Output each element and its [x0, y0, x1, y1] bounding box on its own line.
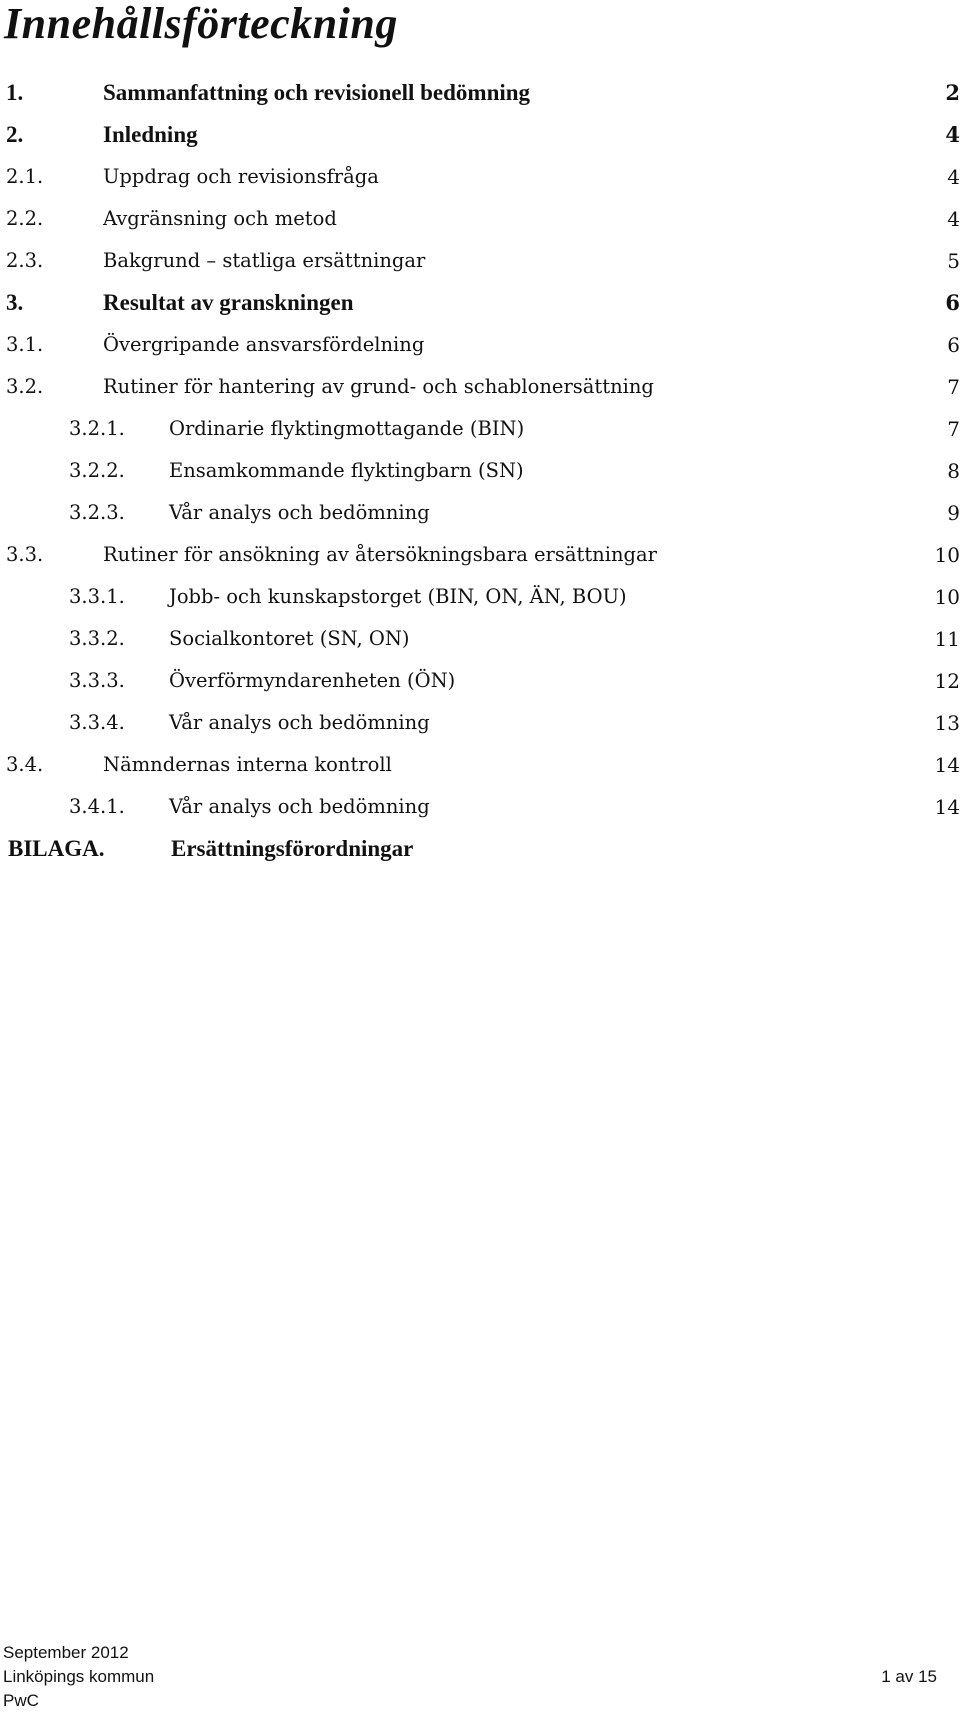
toc-entry[interactable]	[0, 576, 960, 618]
toc-entry-number: 3.4.1.	[69, 795, 125, 818]
toc-entry-title[interactable]: Uppdrag och revisionsfråga	[103, 165, 379, 188]
toc-entry-page: 9	[947, 501, 960, 525]
toc-entry[interactable]	[0, 534, 960, 576]
footer-organization: Linköpings kommun	[3, 1667, 155, 1686]
toc-entry-page: 14	[934, 795, 960, 819]
footer-page-indicator: 1 av 15	[881, 1667, 937, 1686]
toc-entry-number: 3.4.	[6, 753, 44, 776]
toc-entry-page: 13	[934, 711, 960, 735]
toc-entry-number: 2.	[6, 122, 24, 147]
toc-entry-title[interactable]: Rutiner för hantering av grund- och schablonersättning	[103, 375, 654, 398]
toc-entry-number: 3.2.2.	[69, 459, 125, 482]
toc-entry-page: 14	[934, 753, 960, 777]
toc-entry-number: 3.3.3.	[69, 669, 125, 692]
toc-entry[interactable]	[0, 618, 960, 660]
toc-entry-title[interactable]: Ordinarie flyktingmottagande (BIN)	[169, 417, 525, 440]
toc-entry[interactable]	[0, 240, 960, 282]
table-of-contents	[0, 72, 960, 870]
footer-company: PwC	[3, 1691, 39, 1710]
toc-entry-number: 3.	[6, 290, 24, 315]
toc-entry-number: 2.1.	[6, 165, 44, 188]
toc-entry[interactable]	[0, 72, 960, 114]
toc-entry-number: 3.1.	[6, 333, 44, 356]
toc-entry[interactable]	[0, 156, 960, 198]
toc-entry[interactable]	[0, 198, 960, 240]
page-footer	[3, 1641, 937, 1713]
toc-entry-number: 3.2.1.	[69, 417, 125, 440]
toc-entry-title[interactable]: Överförmyndarenheten (ÖN)	[169, 669, 456, 692]
toc-entry-title[interactable]: Avgränsning och metod	[103, 207, 337, 230]
toc-entry-page: 6	[947, 333, 960, 357]
toc-entry-page: 7	[947, 375, 960, 399]
toc-entry-title[interactable]: Bakgrund – statliga ersättningar	[103, 249, 426, 272]
footer-date-line	[3, 1641, 937, 1665]
toc-entry-page: 10	[934, 543, 960, 567]
toc-entry[interactable]	[0, 366, 960, 408]
toc-entry-title[interactable]: Resultat av granskningen	[103, 290, 354, 315]
toc-entry[interactable]	[0, 114, 960, 156]
toc-entry-appendix[interactable]	[0, 828, 960, 870]
toc-entry-page: 5	[947, 249, 960, 273]
toc-entry[interactable]	[0, 492, 960, 534]
toc-entry-number: 3.3.1.	[69, 585, 125, 608]
toc-entry-page: 4	[945, 122, 960, 147]
toc-entry-title[interactable]: Vår analys och bedömning	[169, 795, 430, 818]
toc-entry-number: 2.3.	[6, 249, 44, 272]
toc-entry-number: 3.3.4.	[69, 711, 125, 734]
toc-entry-title[interactable]: Ersättningsförordningar	[171, 836, 414, 861]
toc-entry-title[interactable]: Ensamkommande flyktingbarn (SN)	[169, 459, 524, 482]
toc-entry-page: 8	[947, 459, 960, 483]
toc-entry[interactable]	[0, 660, 960, 702]
toc-entry-page: 2	[945, 80, 960, 105]
toc-entry[interactable]	[0, 450, 960, 492]
toc-entry-page: 4	[947, 165, 960, 189]
toc-entry-number: BILAGA.	[8, 836, 105, 861]
footer-company-line	[3, 1689, 937, 1713]
toc-entry-number: 2.2.	[6, 207, 44, 230]
toc-entry-title[interactable]: Rutiner för ansökning av återsökningsbara ersättningar	[103, 543, 657, 566]
toc-entry-page: 6	[945, 290, 960, 315]
toc-entry-number: 3.3.	[6, 543, 44, 566]
toc-entry-title[interactable]: Jobb- och kunskapstorget (BIN, ON, ÄN, BOU)	[169, 585, 627, 608]
page-title: Innehållsförteckning	[4, 0, 398, 48]
toc-entry-page: 4	[947, 207, 960, 231]
toc-entry-number: 3.3.2.	[69, 627, 125, 650]
toc-entry-title[interactable]: Vår analys och bedömning	[169, 501, 430, 524]
toc-entry[interactable]	[0, 282, 960, 324]
toc-entry-page: 12	[934, 669, 960, 693]
toc-entry-title[interactable]: Socialkontoret (SN, ON)	[169, 627, 410, 650]
toc-entry[interactable]	[0, 324, 960, 366]
toc-entry-title[interactable]: Inledning	[103, 122, 198, 147]
toc-entry[interactable]	[0, 786, 960, 828]
toc-entry-page: 7	[947, 417, 960, 441]
footer-date: September 2012	[3, 1643, 129, 1662]
toc-entry[interactable]	[0, 744, 960, 786]
toc-entry-title[interactable]: Vår analys och bedömning	[169, 711, 430, 734]
toc-entry-title[interactable]: Övergripande ansvarsfördelning	[103, 333, 425, 356]
toc-entry-title[interactable]: Sammanfattning och revisionell bedömning	[103, 80, 531, 105]
toc-entry[interactable]	[0, 408, 960, 450]
toc-entry[interactable]	[0, 702, 960, 744]
toc-entry-page: 11	[934, 627, 960, 651]
toc-entry-number: 3.2.	[6, 375, 44, 398]
footer-organization-line	[3, 1665, 937, 1689]
toc-entry-page: 10	[934, 585, 960, 609]
toc-entry-title[interactable]: Nämndernas interna kontroll	[103, 753, 392, 776]
toc-entry-number: 3.2.3.	[69, 501, 125, 524]
toc-entry-number: 1.	[6, 80, 24, 105]
